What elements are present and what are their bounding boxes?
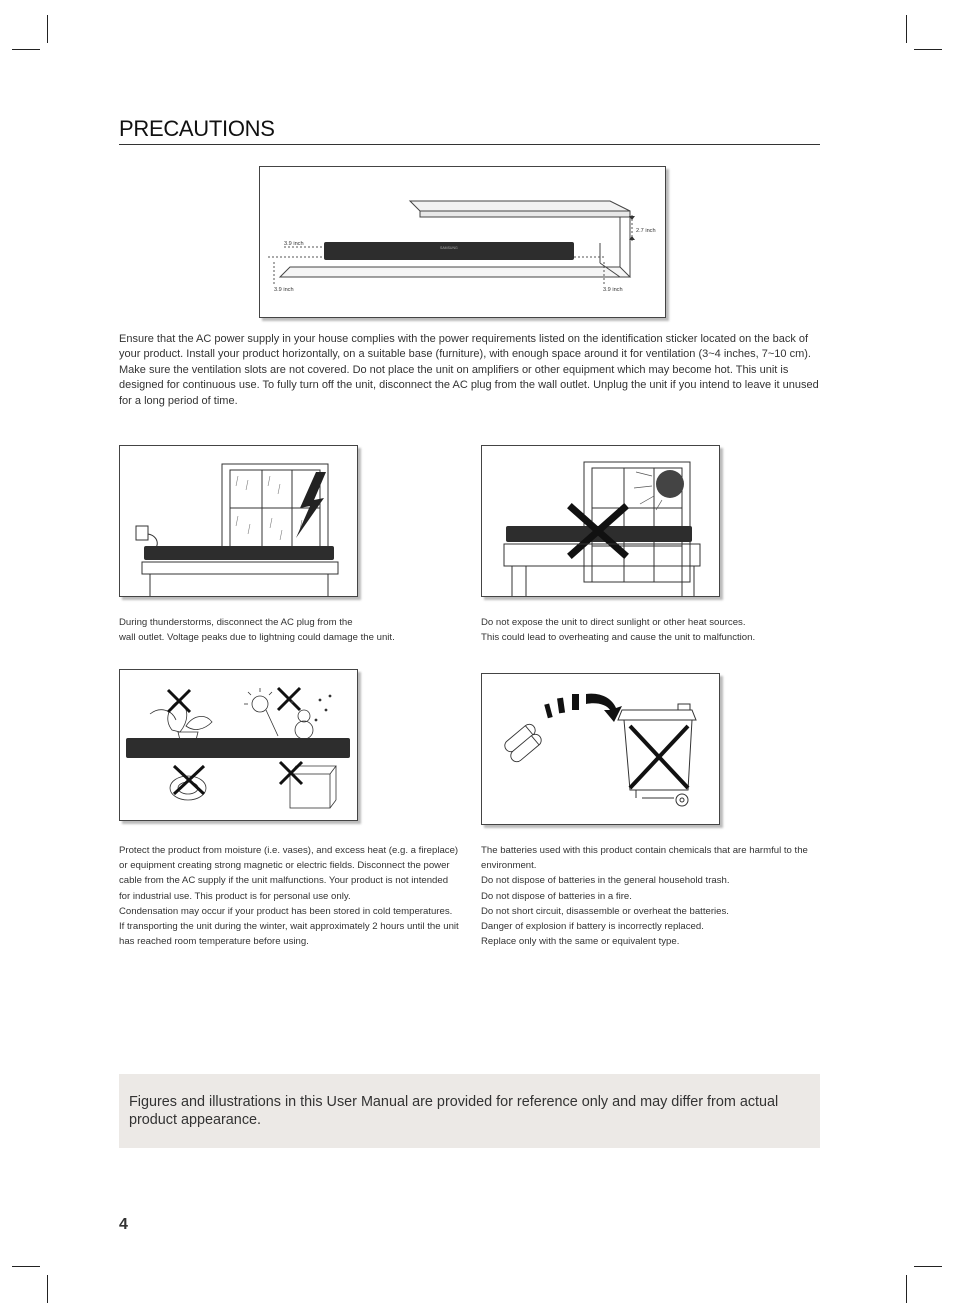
sun-icon (244, 688, 278, 736)
crop-mark (47, 1275, 48, 1303)
crop-mark (12, 49, 40, 50)
reference-note: Figures and illustrations in this User Manual are provided for reference only and may differ from actual product appearance. (119, 1074, 820, 1148)
dimension-label: 2.7 inch (636, 228, 656, 234)
moisture-caption: Protect the product from moisture (i.e. vases), and excess heat (e.g. a fireplace) or equipment creating strong magnetic or electric fields. Disconnect the power cable from the AC supply if the unit malfunctions. Your product is not intended for industrial use. This product is for personal use only. Condensation may occur if your product has been stored in cold temperatures. If transporting the unit during the winter, wait approximately 2 hours until the unit has reached room temperature before using. (119, 845, 459, 948)
sunlight-figure (481, 445, 720, 597)
lightning-icon (296, 472, 326, 538)
page-title: PRECAUTIONS (119, 116, 820, 145)
page-number: 4 (119, 1216, 128, 1233)
dimension-label: 3.9 inch (274, 287, 294, 293)
cross-mark-icon (280, 762, 302, 784)
crop-mark (914, 49, 942, 50)
moisture-figure (119, 669, 358, 821)
dimension-label: 3.9 inch (284, 241, 304, 247)
thunderstorm-caption: During thunderstorms, disconnect the AC plug from the wall outlet. Voltage peaks due to lightning could damage the unit. (119, 617, 395, 644)
table (504, 544, 700, 596)
sunlight-caption: Do not expose the unit to direct sunlight or other heat sources. This could lead to overheating and cause the unit to malfunction. (481, 617, 756, 644)
batteries-caption: The batteries used with this product contain chemicals that are harmful to the environment. Do not dispose of batteries in the general household trash. Do not dispose of batteries in a fire. Do not short circuit, disassemble or overheat the batteries. Danger of explosion if battery is incorrectly replaced. Replace only with the same or equivalent type. (481, 845, 808, 948)
crop-mark (906, 1275, 907, 1303)
ventilation-figure (259, 166, 666, 318)
dimension-label: 3.9 inch (603, 287, 623, 293)
shelf-front-edge (420, 211, 630, 217)
crop-mark (12, 1266, 40, 1267)
snowman-icon (291, 695, 331, 739)
sun-icon (634, 470, 684, 510)
crop-mark (47, 15, 48, 43)
soundbar (126, 738, 350, 758)
brand-mark: SAMSUNG (440, 246, 458, 250)
thunderstorm-figure (119, 445, 358, 597)
cross-mark-icon (630, 726, 688, 788)
shelf-top (410, 201, 630, 211)
soundbar (144, 546, 334, 560)
cross-mark-icon (174, 766, 204, 794)
battery-figure (481, 673, 720, 825)
crop-mark (906, 15, 907, 43)
wall-outlet (136, 526, 148, 540)
arrow-icon (544, 694, 622, 722)
soundbar (324, 242, 574, 260)
cross-mark-icon (168, 690, 190, 712)
battery-icon (502, 722, 543, 764)
intro-paragraph: Ensure that the AC power supply in your house complies with the power requirements listed on the identification sticker located on the back of your product. Install your product horizontally, on a suitable base (furniture), with enough space around it for ventilation (3~4 inches, 7~10 cm). Make sure the ventilation slots are not covered. Do not place the unit on amplifiers or other equipment which may become hot. This unit is designed for continuous use. To fully turn off the unit, disconnect the AC plug from the wall outlet. Unplug the unit if you intend to leave it unused for a long period of time. (119, 333, 819, 407)
shelf-base (280, 267, 630, 277)
table (142, 562, 338, 596)
cross-mark-icon (278, 688, 300, 710)
heater-icon (290, 766, 336, 808)
crop-mark (914, 1266, 942, 1267)
